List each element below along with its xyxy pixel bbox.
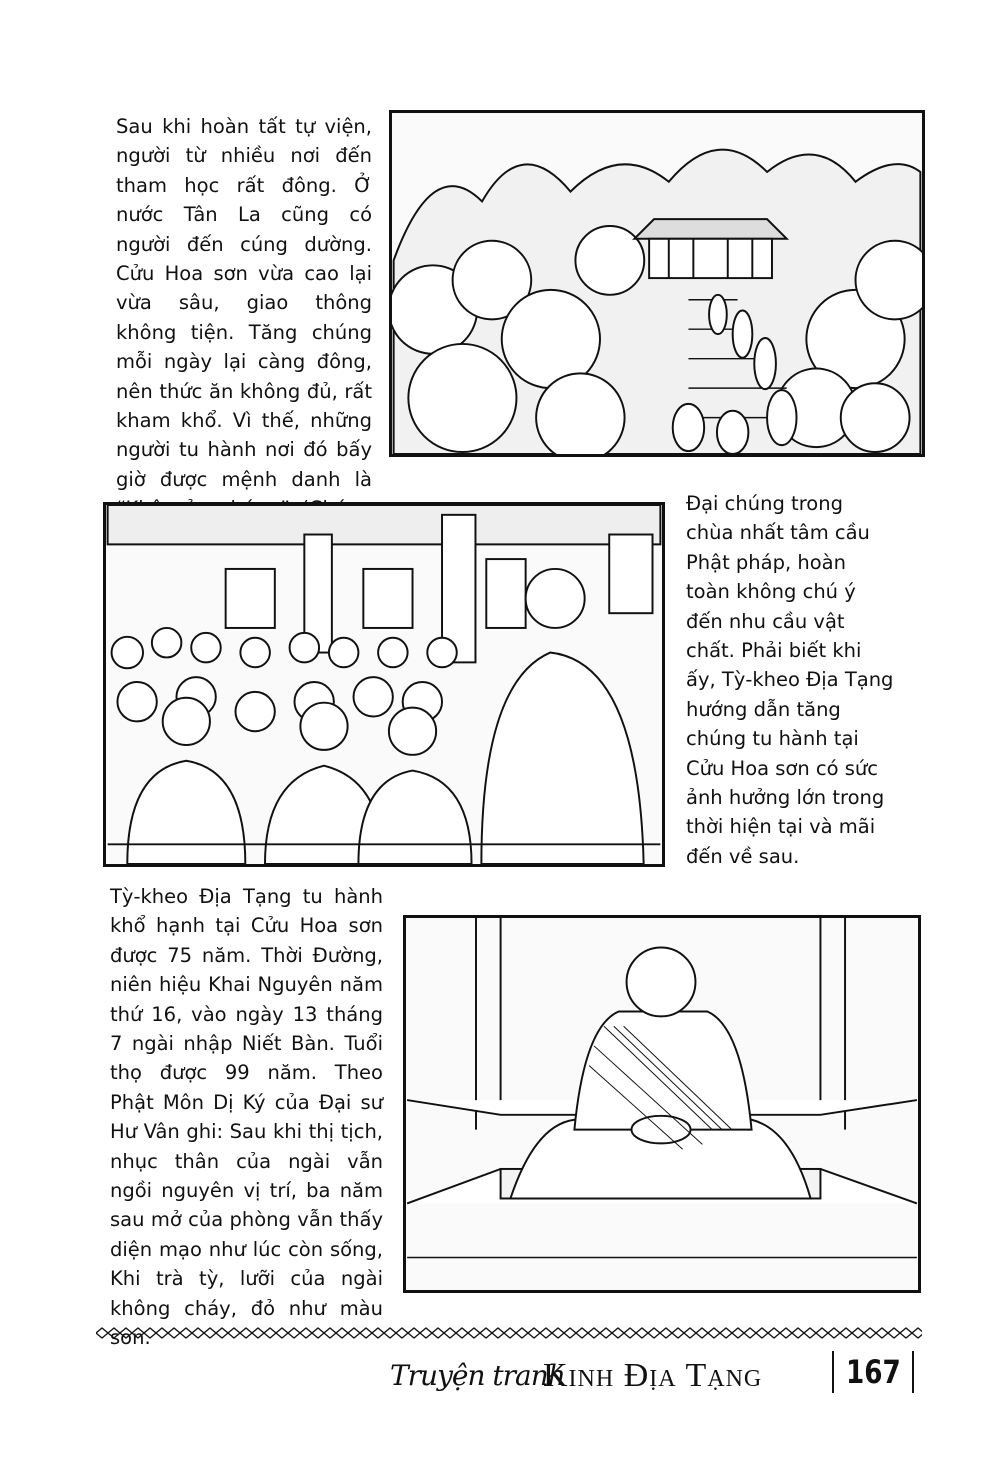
page-number: 167 (846, 1353, 901, 1391)
footer-divider (832, 1351, 834, 1393)
book-title: Kinh Địa Tạng (543, 1357, 763, 1394)
caption-nirvana: Tỳ-kheo Địa Tạng tu hành khổ hạnh tại Cửu Hoa sơn được 75 năm. Thời Đường, niên hiệu Khai Nguyên năm thứ 16, vào ngày 13 tháng 7 ngài nhập Niết Bàn. Tuổi thọ được 99 năm. Theo Phật Môn Dị Ký của Đại sư Hư Vân ghi: Sau khi thị tịch, nhục thân của ngài vẫn ngồi nguyên vị trí, ba năm sau mở của phòng vẫn thấy diện mạo như lúc còn sống, Khi trà tỳ, lưỡi của ngài không cháy, đỏ như màu (110, 885, 383, 1320)
panel-mountain-temple (389, 110, 925, 457)
panel-monks-assembly (103, 502, 665, 867)
decorative-chain-rule (96, 1326, 922, 1340)
caption-temple-completion: Sau khi hoàn tất tự viện, người từ nhiều nơi đến tham học rất đông. Ở nước Tân La cũng có người đến cúng dường. Cửu Hoa sơn vừa cao lại vừa sâu, giao thông không tiện. Tăng chúng mỗi ngày lại càng đông, nên thức ăn không đủ, rất kham khổ. Vì thế, những người tu hành nơi đó bấy giờ được mệnh danh là (116, 115, 372, 491)
monks-assembly-illustration (106, 505, 662, 864)
meditating-monk-illustration (406, 918, 918, 1290)
series-name: Truyện tranh (390, 1359, 565, 1392)
panel-meditating-monk (403, 915, 921, 1293)
caption-great-assembly: Đại chúng trong chùa nhất tâm cầu Phật pháp, hoàn toàn không chú ý đến nhu cầu vật chất. Phải biết khi ấy, Tỳ-kheo Địa Tạng hướng dẫn tăng chúng tu hành tại Cửu Hoa sơn có sức ảnh hưởng lớn trong thời hiện tại và mãi đến về sau. (686, 492, 894, 868)
mountain-temple-illustration (392, 113, 922, 454)
footer-divider-end (912, 1351, 914, 1393)
page-footer (380, 1345, 940, 1405)
